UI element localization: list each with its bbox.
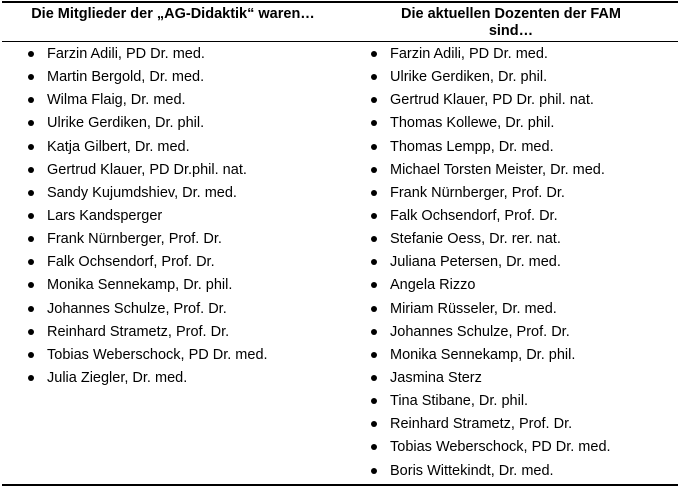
list-item-text: Tina Stibane, Dr. phil. [390,393,529,410]
bullet-icon [28,352,34,358]
list-item-text: Ulrike Gerdiken, Dr. phil. [390,69,548,86]
bullet-icon [371,97,377,103]
list-item [371,324,611,347]
bullet-icon [371,282,377,288]
list-item [371,347,611,370]
bullet-icon [28,190,34,196]
list-item [371,370,611,393]
bullet-icon [28,329,34,335]
right-column-header-line1: Die aktuellen Dozenten der FAM [401,6,621,22]
bullet-icon [371,213,377,219]
list-item [28,231,268,254]
list-item [28,92,268,115]
list-item [371,254,611,277]
left-column-header-text: Die Mitglieder der „AG-Didaktik“ waren… [31,6,315,22]
list-item-text: Julia Ziegler, Dr. med. [47,369,188,386]
bullet-icon [371,74,377,80]
list-item [371,69,611,92]
list-item [371,115,611,138]
list-item [28,324,268,347]
list-item [371,393,611,416]
list-item [371,92,611,115]
bullet-icon [28,213,34,219]
list-item-text: Monika Sennekamp, Dr. phil. [47,277,233,294]
list-item-text: Wilma Flaig, Dr. med. [47,92,186,109]
list-item [28,370,268,393]
header-divider [2,41,678,42]
bullet-icon [28,97,34,103]
list-item [28,277,268,300]
list-item-text: Boris Wittekindt, Dr. med. [390,462,554,479]
list-item-text: Frank Nürnberger, Prof. Dr. [390,184,565,201]
list-item [371,139,611,162]
left-column-header [2,6,344,23]
right-member-list [371,46,611,486]
bullet-icon [371,468,377,474]
list-item-text: Tobias Weberschock, PD Dr. med. [390,439,611,456]
list-item-text: Farzin Adili, PD Dr. med. [390,46,548,62]
bullet-icon [371,236,377,242]
list-item-text: Gertrud Klauer, PD Dr.phil. nat. [47,161,247,178]
list-item [28,115,268,138]
bullet-icon [371,259,377,265]
bullet-icon [28,259,34,265]
list-item-text: Reinhard Strametz, Prof. Dr. [47,323,230,340]
list-item [371,162,611,185]
bullet-icon [371,306,377,312]
list-item-text: Tobias Weberschock, PD Dr. med. [47,346,268,363]
list-item-text: Ulrike Gerdiken, Dr. phil. [47,115,205,132]
bullet-icon [28,167,34,173]
list-item-text: Miriam Rüsseler, Dr. med. [390,300,557,317]
list-item [371,231,611,254]
list-item [28,46,268,69]
bullet-icon [28,282,34,288]
list-item [371,277,611,300]
list-item-text: Juliana Petersen, Dr. med. [390,254,561,271]
list-item-text: Frank Nürnberger, Prof. Dr. [47,231,222,248]
list-item [28,208,268,231]
bullet-icon [28,51,34,57]
right-column-header [344,6,678,40]
bullet-icon [371,421,377,427]
list-item-text: Gertrud Klauer, PD Dr. phil. nat. [390,92,594,109]
list-item-text: Michael Torsten Meister, Dr. med. [390,161,605,178]
list-item-text: Jasmina Sterz [390,369,482,386]
list-item-text: Farzin Adili, PD Dr. med. [47,46,205,62]
bullet-icon [28,375,34,381]
list-item [28,347,268,370]
list-item-text: Katja Gilbert, Dr. med. [47,138,190,155]
list-item-text: Monika Sennekamp, Dr. phil. [390,346,576,363]
bullet-icon [371,167,377,173]
list-item-text: Reinhard Strametz, Prof. Dr. [390,416,573,433]
list-item-text: Falk Ochsendorf, Prof. Dr. [390,207,558,224]
bullet-icon [371,190,377,196]
list-item-text: Sandy Kujumdshiev, Dr. med. [47,184,237,201]
list-item-text: Angela Rizzo [390,277,476,294]
bullet-icon [371,398,377,404]
bullet-icon [28,236,34,242]
list-item [371,46,611,69]
bullet-icon [371,120,377,126]
list-item-text: Lars Kandsperger [47,207,163,224]
list-item [28,301,268,324]
bullet-icon [371,444,377,450]
list-item [28,69,268,92]
list-item [371,463,611,486]
list-item [371,301,611,324]
list-item-text: Falk Ochsendorf, Prof. Dr. [47,254,215,271]
bullet-icon [371,352,377,358]
list-item [28,185,268,208]
bullet-icon [28,74,34,80]
list-item-text: Martin Bergold, Dr. med. [47,69,205,86]
right-column-header-line2: sind… [488,23,534,39]
bullet-icon [371,144,377,150]
list-item-text: Johannes Schulze, Prof. Dr. [390,323,570,340]
list-item-text: Stefanie Oess, Dr. rer. nat. [390,231,561,248]
bullet-icon [371,51,377,57]
list-item [371,439,611,462]
bullet-icon [28,144,34,150]
left-member-list [28,46,268,393]
list-item-text: Thomas Kollewe, Dr. phil. [390,115,555,132]
list-item [28,162,268,185]
bullet-icon [371,375,377,381]
bullet-icon [28,306,34,312]
list-item-text: Johannes Schulze, Prof. Dr. [47,300,227,317]
list-item [371,416,611,439]
list-item [28,254,268,277]
bullet-icon [28,120,34,126]
list-item [371,208,611,231]
list-item-text: Thomas Lempp, Dr. med. [390,138,554,155]
list-item [371,185,611,208]
list-item [28,139,268,162]
bullet-icon [371,329,377,335]
